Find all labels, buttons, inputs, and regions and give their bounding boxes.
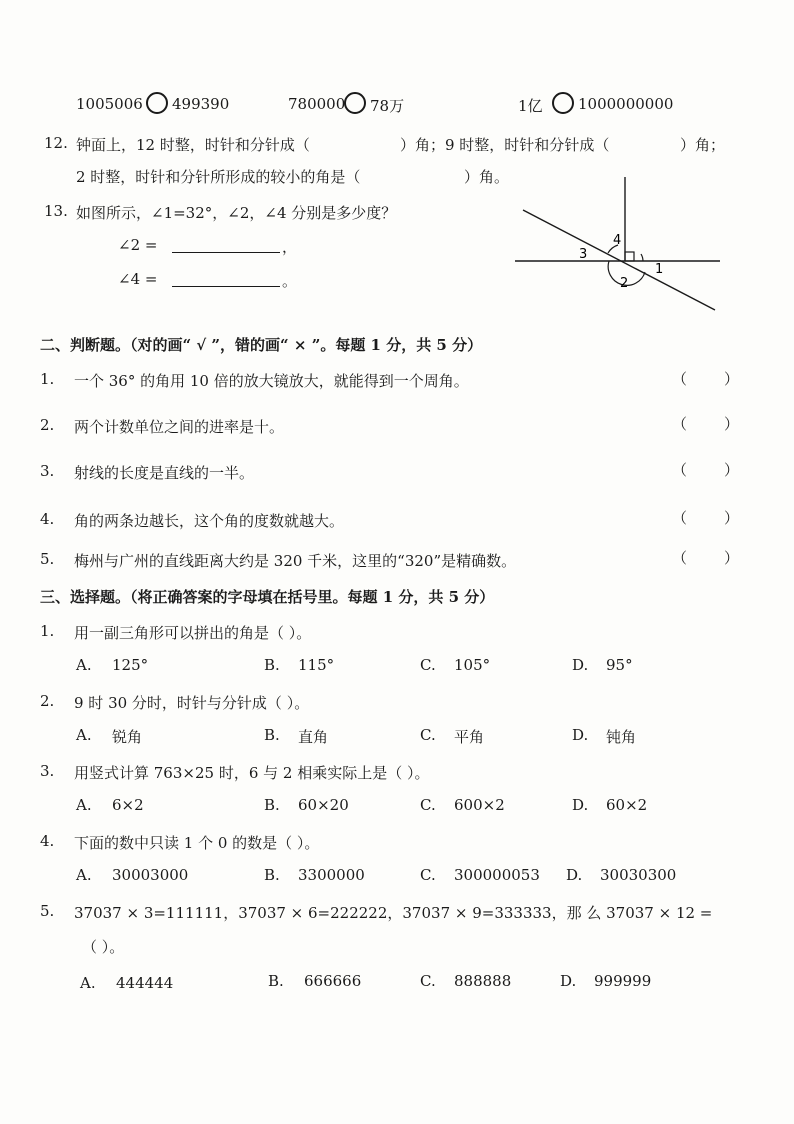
- judge-5-paren-open: （: [672, 549, 688, 567]
- compare-3-circle[interactable]: [552, 92, 574, 114]
- choice-1-option-b-letter: B.: [264, 656, 280, 674]
- choice-5-option-a-letter: A.: [80, 974, 96, 992]
- figure-slanted-line: [523, 210, 715, 310]
- choice-3-text: 用竖式计算 763×25 时，6 与 2 相乘实际上是（ ）。: [74, 764, 430, 782]
- q12-text-line2-b: ）角。: [464, 168, 510, 186]
- choice-1-option-c-letter: C.: [420, 656, 436, 674]
- choice-4-option-d-letter: D.: [566, 866, 583, 884]
- choice-5-option-d[interactable]: 999999: [594, 972, 652, 990]
- choice-3-option-a[interactable]: 6×2: [112, 796, 144, 814]
- judge-2-number: 2.: [40, 416, 55, 434]
- choice-2-option-c-letter: C.: [420, 726, 436, 744]
- compare-1-left: 1005006: [76, 95, 143, 113]
- choice-3-option-b[interactable]: 60×20: [298, 796, 349, 814]
- q12-text-a: 钟面上，12 时整，时针和分针成（: [76, 136, 310, 154]
- choice-4-text: 下面的数中只读 1 个 0 的数是（ ）。: [74, 834, 320, 852]
- judge-4-number: 4.: [40, 510, 55, 528]
- angle-label-2: 2: [620, 276, 629, 291]
- choice-1-option-d-letter: D.: [572, 656, 589, 674]
- judge-5-paren-close: ）: [724, 549, 740, 567]
- choice-1-option-a[interactable]: 125°: [112, 656, 149, 674]
- q12-text-b: ）角；9 时整，时针和分针成（: [400, 136, 610, 154]
- choice-3-option-d[interactable]: 60×2: [606, 796, 648, 814]
- q12-text-line2-a: 2 时整，时针和分针所形成的较小的角是（: [76, 168, 361, 186]
- choice-3-number: 3.: [40, 762, 55, 780]
- judge-3-paren-close: ）: [724, 461, 740, 479]
- judge-5-text: 梅州与广州的直线距离大约是 320 千米，这里的“320”是精确数。: [74, 552, 517, 570]
- choice-2-option-d-letter: D.: [572, 726, 589, 744]
- q13-question: 如图所示，∠1=32°，∠2，∠4 分别是多少度？: [76, 204, 397, 222]
- choice-2-option-a-letter: A.: [76, 726, 92, 744]
- angle-1-arc: [641, 254, 643, 261]
- section2-title: 二、判断题。（对的画“ √ ”，错的画“ × ”。每题 1 分，共 5 分）: [40, 336, 483, 354]
- choice-3-option-b-letter: B.: [264, 796, 280, 814]
- judge-1-number: 1.: [40, 370, 55, 388]
- judge-1-paren-open: （: [672, 370, 688, 388]
- judge-3-paren-open: （: [672, 461, 688, 479]
- q12-text-c: ）角；: [680, 136, 726, 154]
- judge-3-text: 射线的长度是直线的一半。: [74, 464, 255, 482]
- q13-angle2-label: ∠2 =: [118, 236, 158, 254]
- choice-2-option-c[interactable]: 平角: [454, 728, 485, 746]
- choice-3-option-c-letter: C.: [420, 796, 436, 814]
- choice-2-text: 9 时 30 分时，时针与分针成（ ）。: [74, 694, 310, 712]
- judge-5-number: 5.: [40, 550, 55, 568]
- angle-label-1: 1: [655, 262, 664, 277]
- choice-2-option-d[interactable]: 钝角: [606, 728, 637, 746]
- choice-3-option-d-letter: D.: [572, 796, 589, 814]
- compare-2-circle[interactable]: [344, 92, 366, 114]
- q13-number: 13.: [44, 202, 68, 220]
- compare-3-right: 1000000000: [578, 95, 674, 113]
- judge-1-paren-close: ）: [724, 370, 740, 388]
- angle-figure: [505, 172, 730, 317]
- compare-2-right: 78万: [370, 97, 405, 115]
- choice-2-option-a[interactable]: 锐角: [112, 728, 143, 746]
- choice-5-text-2: （ ）。: [82, 938, 125, 956]
- choice-4-number: 4.: [40, 832, 55, 850]
- right-angle-mark: [625, 252, 634, 261]
- judge-4-paren-open: （: [672, 509, 688, 527]
- judge-2-paren-close: ）: [724, 415, 740, 433]
- q13-angle2-end: ，: [282, 238, 298, 256]
- choice-4-option-c[interactable]: 300000053: [454, 866, 540, 884]
- choice-5-option-c-letter: C.: [420, 972, 436, 990]
- choice-2-option-b[interactable]: 直角: [298, 728, 329, 746]
- judge-2-text: 两个计数单位之间的进率是十。: [74, 418, 285, 436]
- choice-1-option-c[interactable]: 105°: [454, 656, 491, 674]
- choice-2-number: 2.: [40, 692, 55, 710]
- q13-angle4-end: 。: [282, 272, 298, 290]
- choice-4-option-b-letter: B.: [264, 866, 280, 884]
- compare-1-circle[interactable]: [146, 92, 168, 114]
- angle-label-3: 3: [579, 247, 588, 262]
- compare-2-left: 780000: [288, 95, 346, 113]
- q13-angle4-answer-line[interactable]: [172, 286, 280, 287]
- choice-3-option-c[interactable]: 600×2: [454, 796, 505, 814]
- judge-1-text: 一个 36° 的角用 10 倍的放大镜放大，就能得到一个周角。: [74, 372, 469, 390]
- choice-5-option-d-letter: D.: [560, 972, 577, 990]
- section3-title: 三、选择题。（将正确答案的字母填在括号里。每题 1 分，共 5 分）: [40, 588, 495, 606]
- choice-1-option-d[interactable]: 95°: [606, 656, 633, 674]
- choice-5-option-b-letter: B.: [268, 972, 284, 990]
- choice-4-option-a-letter: A.: [76, 866, 92, 884]
- judge-2-paren-open: （: [672, 415, 688, 433]
- choice-2-option-b-letter: B.: [264, 726, 280, 744]
- choice-5-text: 37037 × 3=111111，37037 × 6=222222，37037 × 9=333333，那 么 37037 × 12 =: [74, 904, 713, 922]
- choice-3-option-a-letter: A.: [76, 796, 92, 814]
- q13-angle2-answer-line[interactable]: [172, 252, 280, 253]
- choice-1-number: 1.: [40, 622, 55, 640]
- q12-number: 12.: [44, 134, 68, 152]
- choice-5-option-a[interactable]: 444444: [116, 974, 174, 992]
- choice-4-option-d[interactable]: 30030300: [600, 866, 677, 884]
- choice-5-number: 5.: [40, 902, 55, 920]
- compare-3-left: 1亿: [518, 97, 543, 115]
- choice-5-option-b[interactable]: 666666: [304, 972, 362, 990]
- choice-1-option-b[interactable]: 115°: [298, 656, 335, 674]
- compare-1-right: 499390: [172, 95, 230, 113]
- choice-4-option-c-letter: C.: [420, 866, 436, 884]
- choice-4-option-b[interactable]: 3300000: [298, 866, 365, 884]
- judge-4-paren-close: ）: [724, 509, 740, 527]
- angle-label-4: 4: [613, 233, 622, 248]
- choice-1-option-a-letter: A.: [76, 656, 92, 674]
- choice-1-text: 用一副三角形可以拼出的角是（ ）。: [74, 624, 312, 642]
- q13-angle4-label: ∠4 =: [118, 270, 158, 288]
- choice-4-option-a[interactable]: 30003000: [112, 866, 189, 884]
- choice-5-option-c[interactable]: 888888: [454, 972, 512, 990]
- judge-4-text: 角的两条边越长，这个角的度数就越大。: [74, 512, 345, 530]
- judge-3-number: 3.: [40, 462, 55, 480]
